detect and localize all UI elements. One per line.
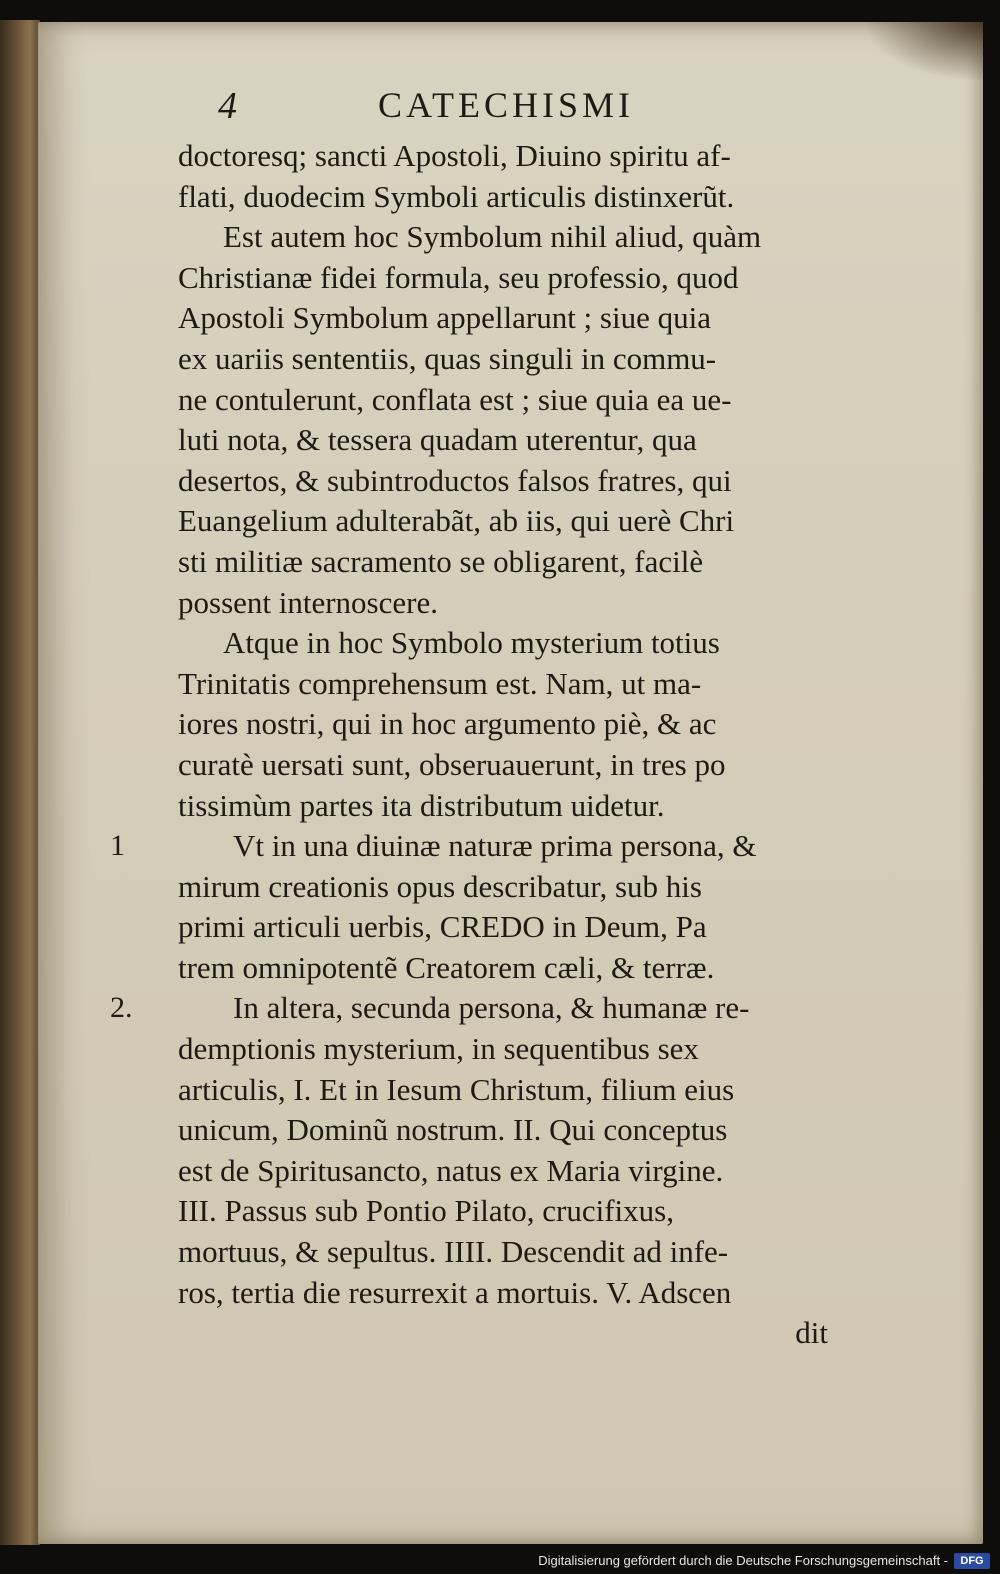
text-line: III. Passus sub Pontio Pilato, crucifixus, xyxy=(178,1193,674,1229)
text-line: est de Spiritusancto, natus ex Maria virgine. xyxy=(178,1152,724,1188)
text-line: doctoresq; sancti Apostoli, Diuino spiritu af- xyxy=(178,138,731,173)
text-line: ne contulerunt, conflata est ; siue quia ea ue- xyxy=(178,381,732,417)
dfg-logo: DFG xyxy=(954,1553,990,1569)
running-title: CATECHISMI xyxy=(378,85,635,125)
book-spine-edge xyxy=(0,20,40,1545)
catchword: dit xyxy=(795,1315,828,1351)
text-line xyxy=(110,826,868,867)
text-line: desertos, & subintroductos falsos fratres, qui xyxy=(178,462,732,498)
text-line: unicum, Dominũ nostrum. II. Qui conceptus xyxy=(178,1112,728,1148)
text-line: luti nota, & tessera quadam uterentur, qua xyxy=(178,422,697,458)
text-line: Christianæ fidei formula, seu professio, quod xyxy=(178,259,739,295)
text-line: ex uariis sententiis, quas singuli in commu- xyxy=(178,340,717,376)
text-line-content: Vt in una diuinæ naturæ prima persona, & xyxy=(233,828,757,864)
footer-bar xyxy=(0,1548,1000,1574)
text-line: Trinitatis comprehensum est. Nam, ut ma- xyxy=(178,665,702,701)
text-line: ros, tertia die resurrexit a mortuis. V. Adscen xyxy=(178,1274,732,1310)
text-line: demptionis mysterium, in sequentibus sex xyxy=(178,1031,699,1067)
text-line: sti militiæ sacramento se obligarent, facilè xyxy=(178,543,704,579)
text-line: possent internoscere. xyxy=(178,584,438,620)
text-line: Atque in hoc Symbolo mysterium totius xyxy=(223,625,720,661)
text-block xyxy=(110,80,868,1354)
running-head xyxy=(178,80,868,136)
text-line: primi articuli uerbis, CREDO in Deum, Pa xyxy=(178,909,707,945)
text-line: trem omnipotentẽ Creatorem cæli, & terræ. xyxy=(178,949,715,985)
text-line-content: In altera, secunda persona, & humanæ re- xyxy=(233,990,750,1026)
text-line: Euangelium adulterabãt, ab iis, qui uerè Chri xyxy=(178,503,735,539)
page-corner-stain xyxy=(863,22,983,82)
text-line: curatè uersati sunt, obseruauerunt, in tres po xyxy=(178,746,726,782)
text-line: Apostoli Symbolum appellarunt ; siue quia xyxy=(178,300,711,336)
text-line: articulis, I. Et in Iesum Christum, filium eius xyxy=(178,1071,735,1107)
text-line: iores nostri, qui in hoc argumento piè, & ac xyxy=(178,706,717,742)
margin-number: 1 xyxy=(110,829,125,863)
text-line: tissimùm partes ita distributum uidetur. xyxy=(178,787,665,823)
footer-credit: Digitalisierung gefördert durch die Deutsche Forschungsgemeinschaft - xyxy=(538,1553,948,1568)
text-line: Est autem hoc Symbolum nihil aliud, quàm xyxy=(223,219,762,255)
margin-number: 2. xyxy=(110,991,133,1025)
text-line xyxy=(110,988,868,1029)
page-number: 4 xyxy=(218,85,237,127)
text-line: mirum creationis opus describatur, sub his xyxy=(178,868,702,904)
text-line: flati, duodecim Symboli articulis distinxerũt. xyxy=(178,178,735,214)
text-line: mortuus, & sepultus. IIII. Descendit ad infe- xyxy=(178,1234,729,1270)
